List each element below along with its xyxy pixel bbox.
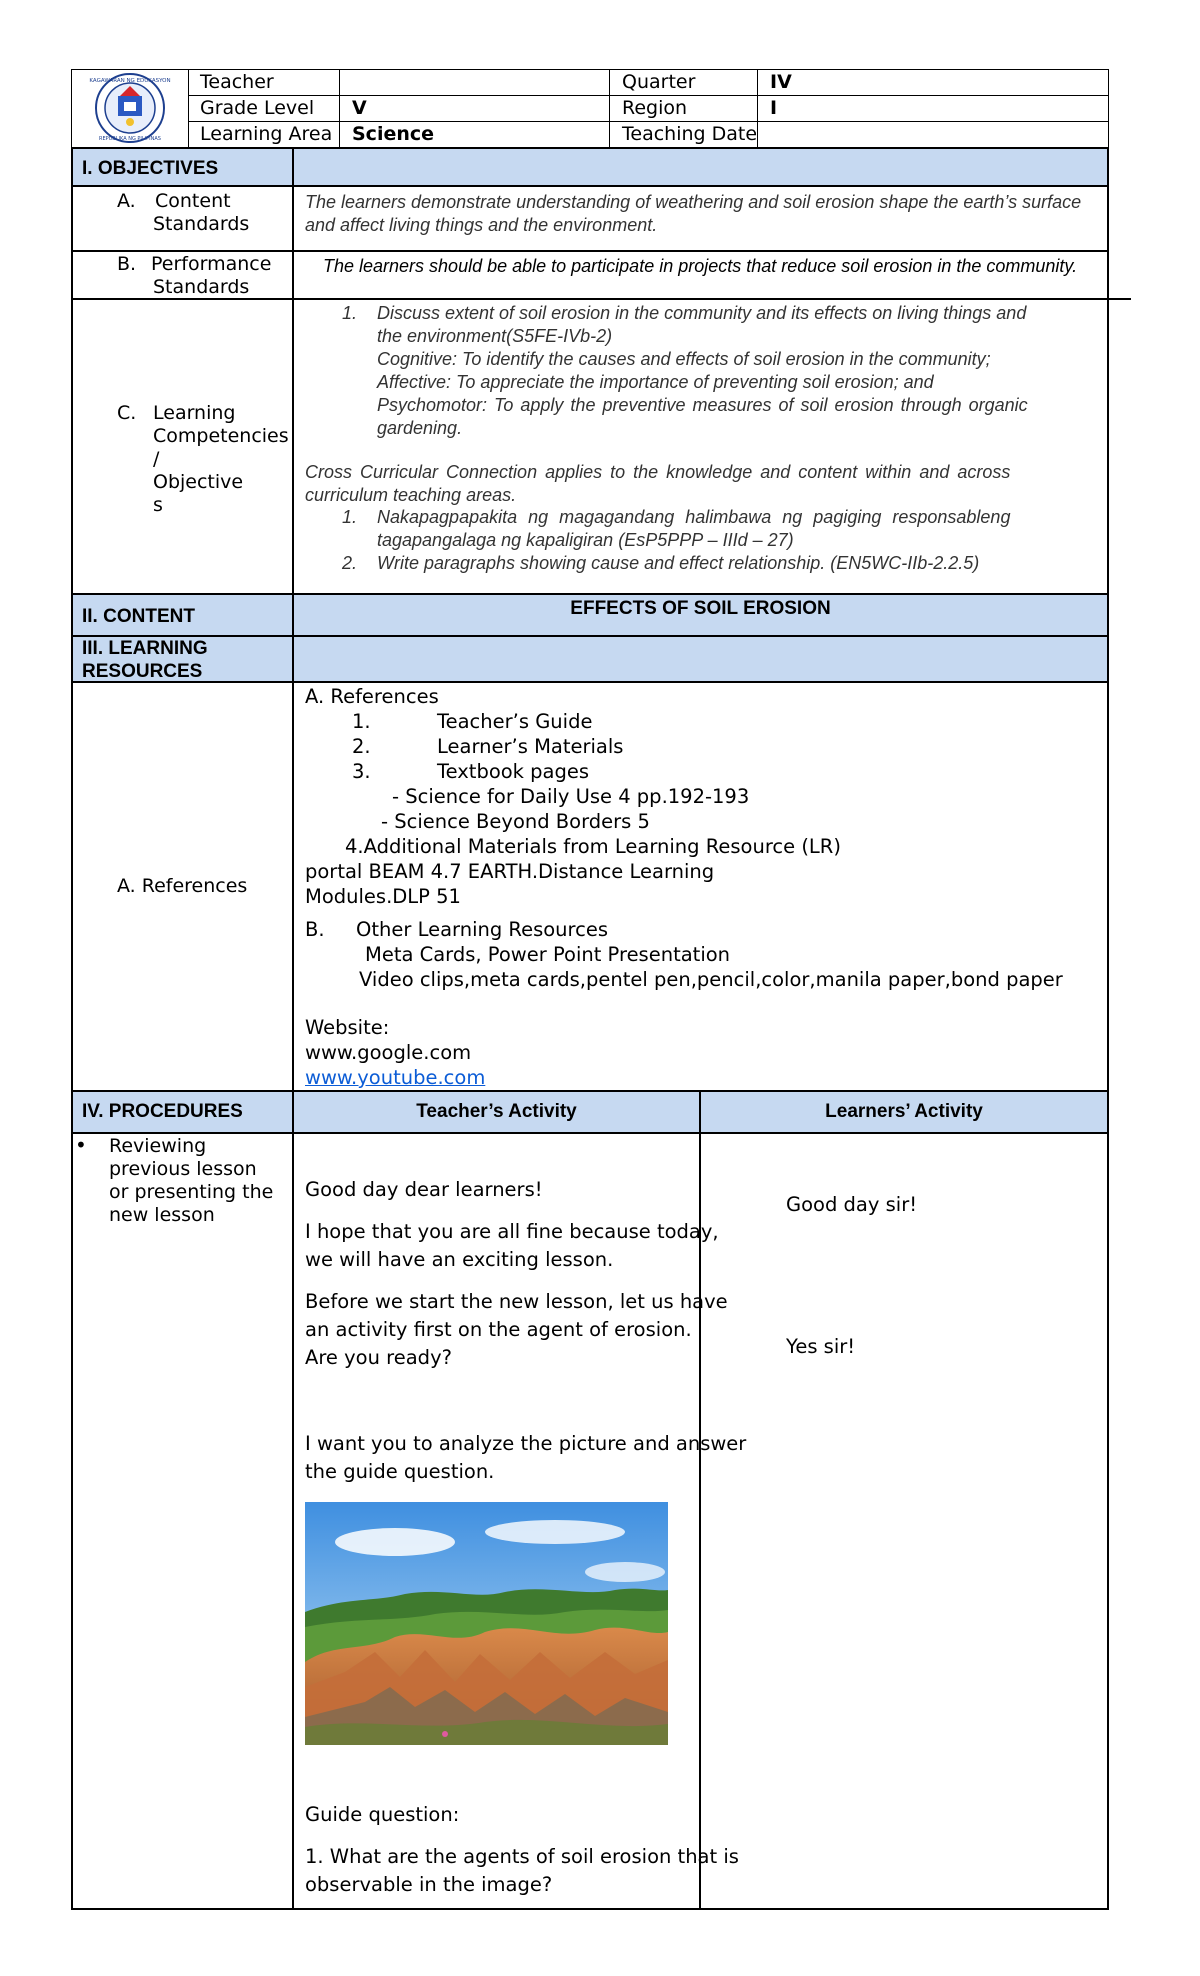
teacher-line-3b: an activity first on the agent of erosion. (305, 1318, 692, 1341)
seal-text-bottom: REPUBLIKA NG PILIPINAS (99, 136, 161, 142)
objectives-heading: I. OBJECTIVES (82, 158, 219, 179)
ref-item-2: Learner’s Materials (437, 735, 624, 758)
resources-heading-1: III. LEARNING (82, 638, 208, 659)
deped-seal (80, 72, 180, 144)
competency-item-1b: the environment(S5FE-IVb-2) (377, 326, 613, 346)
website-google: www.google.com (305, 1041, 472, 1064)
ref-num-1: 1. (352, 710, 371, 733)
quarter-value: IV (770, 71, 792, 93)
cross-number-2: 2. (342, 553, 358, 573)
other-resources-title: Other Learning Resources (356, 918, 609, 941)
references-row-label: A. References (117, 875, 248, 897)
ref-sub-1: - Science for Daily Use 4 pp.192-193 (392, 785, 750, 808)
content-standards-letter: A. (117, 190, 136, 212)
performance-standards-label-1: Performance (151, 253, 272, 275)
competencies-label-3: / (153, 448, 160, 470)
competencies-label-2: Competencies (153, 425, 289, 447)
objectives-band (72, 148, 1107, 186)
ref-sub-2: - Science Beyond Borders 5 (381, 810, 650, 833)
learner-reply-2: Yes sir! (786, 1335, 856, 1358)
competency-cognitive: Cognitive: To identify the causes and effects of soil erosion in the community; (377, 349, 991, 369)
content-title: EFFECTS OF SOIL EROSION (570, 598, 831, 619)
competency-psychomotor-b: gardening. (377, 418, 463, 438)
performance-standards-label-2: Standards (153, 276, 250, 298)
soil-erosion-photo (305, 1502, 668, 1745)
other-resources-line-1: Meta Cards, Power Point Presentation (365, 943, 731, 966)
teacher-line-3a: Before we start the new lesson, let us have (305, 1290, 728, 1313)
learner-reply-1: Good day sir! (786, 1193, 918, 1216)
learning-area-label: Learning Area (200, 123, 333, 145)
competency-item-1a: Discuss extent of soil erosion in the community and its effects on living things and (377, 303, 1027, 323)
competencies-label-4: Objective (153, 471, 244, 493)
cross-curricular-a: Cross Curricular Connection applies to the knowledge and content within and across (305, 462, 1011, 482)
other-resources-line-2: Video clips,meta cards,pentel pen,pencil,color,manila paper,bond paper (359, 968, 1063, 991)
teacher-line-2a: I hope that you are all fine because today, (305, 1220, 719, 1243)
ref-portal: portal BEAM 4.7 EARTH.Distance Learning (305, 860, 715, 883)
resources-band (72, 636, 1107, 682)
ref-item-1: Teacher’s Guide (437, 710, 593, 733)
teacher-line-4a: I want you to analyze the picture and answer (305, 1432, 747, 1455)
step-bullet: • (75, 1133, 87, 1157)
grade-level-label: Grade Level (200, 97, 315, 119)
step-line-3: or presenting the (109, 1181, 274, 1203)
teacher-label: Teacher (200, 71, 274, 93)
region-label: Region (622, 97, 688, 119)
competency-number-1: 1. (342, 303, 358, 323)
teachers-activity-heading: Teacher’s Activity (416, 1101, 577, 1122)
performance-standards-letter: B. (117, 253, 137, 275)
teaching-date-label: Teaching Date (622, 123, 758, 145)
performance-standards-text: The learners should be able to participate in projects that reduce soil erosion in the community. (323, 256, 1078, 276)
ref-num-4: 4.Additional Materials from Learning Resource (LR) (345, 835, 841, 858)
competencies-label-5: s (153, 494, 163, 516)
cross-number-1: 1. (342, 507, 358, 527)
ref-item-3: Textbook pages (437, 760, 590, 783)
competencies-label-1: Learning (153, 402, 236, 424)
content-heading: II. CONTENT (82, 606, 195, 627)
ref-modules: Modules.DLP 51 (305, 885, 461, 908)
learning-area-value: Science (352, 123, 435, 145)
cross-item-2: Write paragraphs showing cause and effect relationship. (EN5WC-IIb-2.2.5) (377, 553, 980, 573)
seal-text-top: KAGAWARAN NG EDUKASYON (89, 78, 171, 84)
cross-item-1a: Nakapagpapakita ng magagandang halimbawa ng pagiging responsableng (377, 507, 1011, 527)
region-value: I (770, 97, 778, 119)
resources-heading-2: RESOURCES (82, 661, 203, 682)
other-resources-letter: B. (305, 918, 325, 941)
website-youtube-link[interactable]: www.youtube.com (305, 1066, 486, 1089)
website-label: Website: (305, 1016, 390, 1039)
ref-num-2: 2. (352, 735, 371, 758)
grade-level-value: V (352, 97, 367, 119)
guide-question-1b: observable in the image? (305, 1873, 553, 1896)
learners-activity-heading: Learners’ Activity (825, 1101, 983, 1122)
teacher-greeting: Good day dear learners! (305, 1178, 543, 1201)
content-standards-label-1: Content (155, 190, 231, 212)
content-standards-label-2: Standards (153, 213, 250, 235)
competencies-letter: C. (117, 402, 137, 424)
step-line-1: Reviewing (109, 1135, 207, 1157)
teacher-line-4b: the guide question. (305, 1460, 495, 1483)
competency-psychomotor-a: Psychomotor: To apply the preventive measures of soil erosion through organic (377, 395, 1028, 415)
guide-question-label: Guide question: (305, 1803, 460, 1826)
step-line-2: previous lesson (109, 1158, 257, 1180)
references-a: A. References (305, 685, 439, 708)
teacher-line-3c: Are you ready? (305, 1346, 452, 1369)
competency-affective: Affective: To appreciate the importance of preventing soil erosion; and (377, 372, 934, 392)
teacher-line-2b: we will have an exciting lesson. (305, 1248, 614, 1271)
ref-num-3: 3. (352, 760, 371, 783)
cross-curricular-b: curriculum teaching areas. (305, 485, 517, 505)
content-standards-text: The learners demonstrate understanding of weathering and soil erosion shape the earth’s surface and affect living things and the environment. (305, 192, 1082, 235)
step-line-4: new lesson (109, 1204, 215, 1226)
guide-question-1a: 1. What are the agents of soil erosion that is (305, 1845, 739, 1868)
procedures-heading: IV. PROCEDURES (82, 1101, 243, 1122)
cross-item-1b: tagapangalaga ng kapaligiran (EsP5PPP – IIId – 27) (377, 530, 794, 550)
quarter-label: Quarter (622, 71, 696, 93)
